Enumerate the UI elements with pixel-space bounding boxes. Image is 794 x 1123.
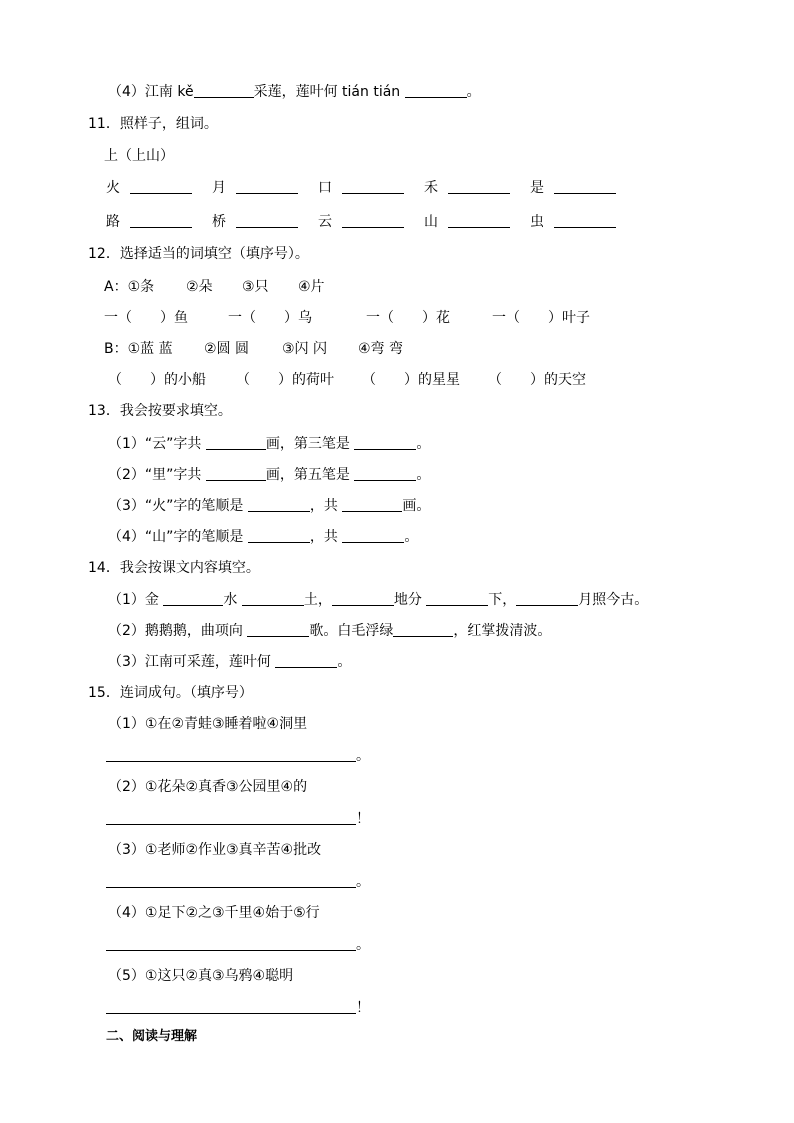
q13-item-4: （4）“山”字的笔顺是 ，共 。 — [108, 529, 419, 545]
q15-item-4-answer: 。 — [106, 935, 370, 955]
q11-word-he: 禾 — [424, 178, 510, 198]
answer-line[interactable] — [106, 1013, 356, 1014]
blank[interactable] — [354, 480, 416, 481]
blank[interactable] — [354, 449, 416, 450]
blank[interactable] — [554, 227, 616, 228]
blank[interactable] — [236, 227, 298, 228]
blank[interactable] — [448, 193, 510, 194]
blank[interactable] — [342, 193, 404, 194]
q12-a-item-4[interactable]: 一（ ）叶子 — [492, 310, 590, 326]
q13-item-1: （1）“云”字共 画，第三笔是 。 — [108, 436, 431, 452]
q11-example: 上（上山） — [104, 148, 174, 164]
q12-a-option-4: ④片 — [298, 279, 325, 295]
blank[interactable] — [332, 605, 394, 606]
q12-b-item-1[interactable]: （ ）的小船 — [108, 372, 206, 388]
section-2-heading: 二、阅读与理解 — [106, 1029, 198, 1044]
q15-title: 15．连词成句。（填序号） — [88, 685, 253, 701]
blank[interactable] — [206, 449, 266, 450]
answer-line[interactable] — [106, 950, 356, 951]
blank[interactable] — [248, 542, 310, 543]
answer-line[interactable] — [106, 824, 356, 825]
q12-a-item-3[interactable]: 一（ ）花 — [366, 310, 450, 326]
blank[interactable] — [242, 605, 304, 606]
blank[interactable] — [516, 605, 578, 606]
q13-item-2: （2）“里”字共 画，第五笔是 。 — [108, 467, 431, 483]
q13-item-3: （3）“火”字的笔顺是 ，共 画。 — [108, 498, 431, 514]
q11-word-huo: 火 — [106, 178, 192, 198]
answer-line[interactable] — [106, 761, 356, 762]
blank[interactable] — [130, 227, 192, 228]
q12-b-item-2[interactable]: （ ）的荷叶 — [236, 372, 334, 388]
q12-a-option-3: ③只 — [242, 279, 269, 295]
blank[interactable] — [342, 511, 402, 512]
q11-word-chong: 虫 — [530, 212, 616, 232]
q12-b-option-3: ③闪 闪 — [282, 341, 328, 357]
q15-item-1-prompt: （1）①在②青蛙③睡着啦④洞里 — [108, 716, 308, 732]
blank[interactable] — [426, 605, 488, 606]
q12-b-option-2: ②圆 圆 — [204, 341, 250, 357]
q14-title: 14．我会按课文内容填空。 — [88, 560, 260, 576]
q14-item-3: （3）江南可采莲，莲叶何 。 — [108, 654, 352, 670]
q12-a-option-2: ②朵 — [186, 279, 213, 295]
answer-line[interactable] — [106, 887, 356, 888]
q15-item-1-answer: 。 — [106, 746, 370, 766]
blank[interactable] — [405, 97, 467, 98]
q15-item-5-answer: ！ — [106, 998, 370, 1018]
q15-item-3-answer: 。 — [106, 872, 370, 892]
q12-b-option-4: ④弯 弯 — [358, 341, 404, 357]
q11-word-lu: 路 — [106, 212, 192, 232]
blank[interactable] — [206, 480, 266, 481]
q12-b-label: B：①蓝 蓝 — [104, 341, 173, 357]
q11-word-shan: 山 — [424, 212, 510, 232]
q11-word-yue: 月 — [212, 178, 298, 198]
q11-word-shi: 是 — [530, 178, 616, 198]
q14-item-2: （2）鹅鹅鹅，曲项向 歌。白毛浮绿 ，红掌拨清波。 — [108, 623, 552, 639]
q12-a-item-2[interactable]: 一（ ）乌 — [228, 310, 312, 326]
q12-a-label: A：①条 — [104, 279, 155, 295]
q15-item-2-prompt: （2）①花朵②真香③公园里④的 — [108, 779, 308, 795]
q10-item-4: （4）江南 kě 采莲，莲叶何 tián tián 。 — [108, 84, 481, 100]
q11-word-yun: 云 — [318, 212, 404, 232]
blank[interactable] — [275, 667, 337, 668]
q13-title: 13．我会按要求填空。 — [88, 403, 232, 419]
blank[interactable] — [393, 636, 453, 637]
blank[interactable] — [130, 193, 192, 194]
blank[interactable] — [342, 227, 404, 228]
q12-b-item-3[interactable]: （ ）的星星 — [362, 372, 460, 388]
q11-word-qiao: 桥 — [212, 212, 298, 232]
blank[interactable] — [342, 542, 404, 543]
q15-item-2-answer: ！ — [106, 809, 370, 829]
q15-item-5-prompt: （5）①这只②真③乌鸦④聪明 — [108, 968, 294, 984]
q15-item-4-prompt: （4）①足下②之③千里④始于⑤行 — [108, 905, 320, 921]
blank[interactable] — [236, 193, 298, 194]
q15-item-3-prompt: （3）①老师②作业③真辛苦④批改 — [108, 842, 322, 858]
blank[interactable] — [194, 97, 254, 98]
blank[interactable] — [448, 227, 510, 228]
q11-word-kou: 口 — [318, 178, 404, 198]
q11-title: 11．照样子，组词。 — [88, 116, 218, 132]
blank[interactable] — [163, 605, 223, 606]
q12-title: 12．选择适当的词填空（填序号）。 — [88, 246, 309, 262]
blank[interactable] — [554, 193, 616, 194]
blank[interactable] — [248, 511, 310, 512]
blank[interactable] — [247, 636, 309, 637]
q12-b-item-4[interactable]: （ ）的天空 — [488, 372, 586, 388]
q12-a-item-1[interactable]: 一（ ）鱼 — [104, 310, 188, 326]
q14-item-1: （1）金 水 土， 地分 下， 月照今古。 — [108, 592, 649, 608]
